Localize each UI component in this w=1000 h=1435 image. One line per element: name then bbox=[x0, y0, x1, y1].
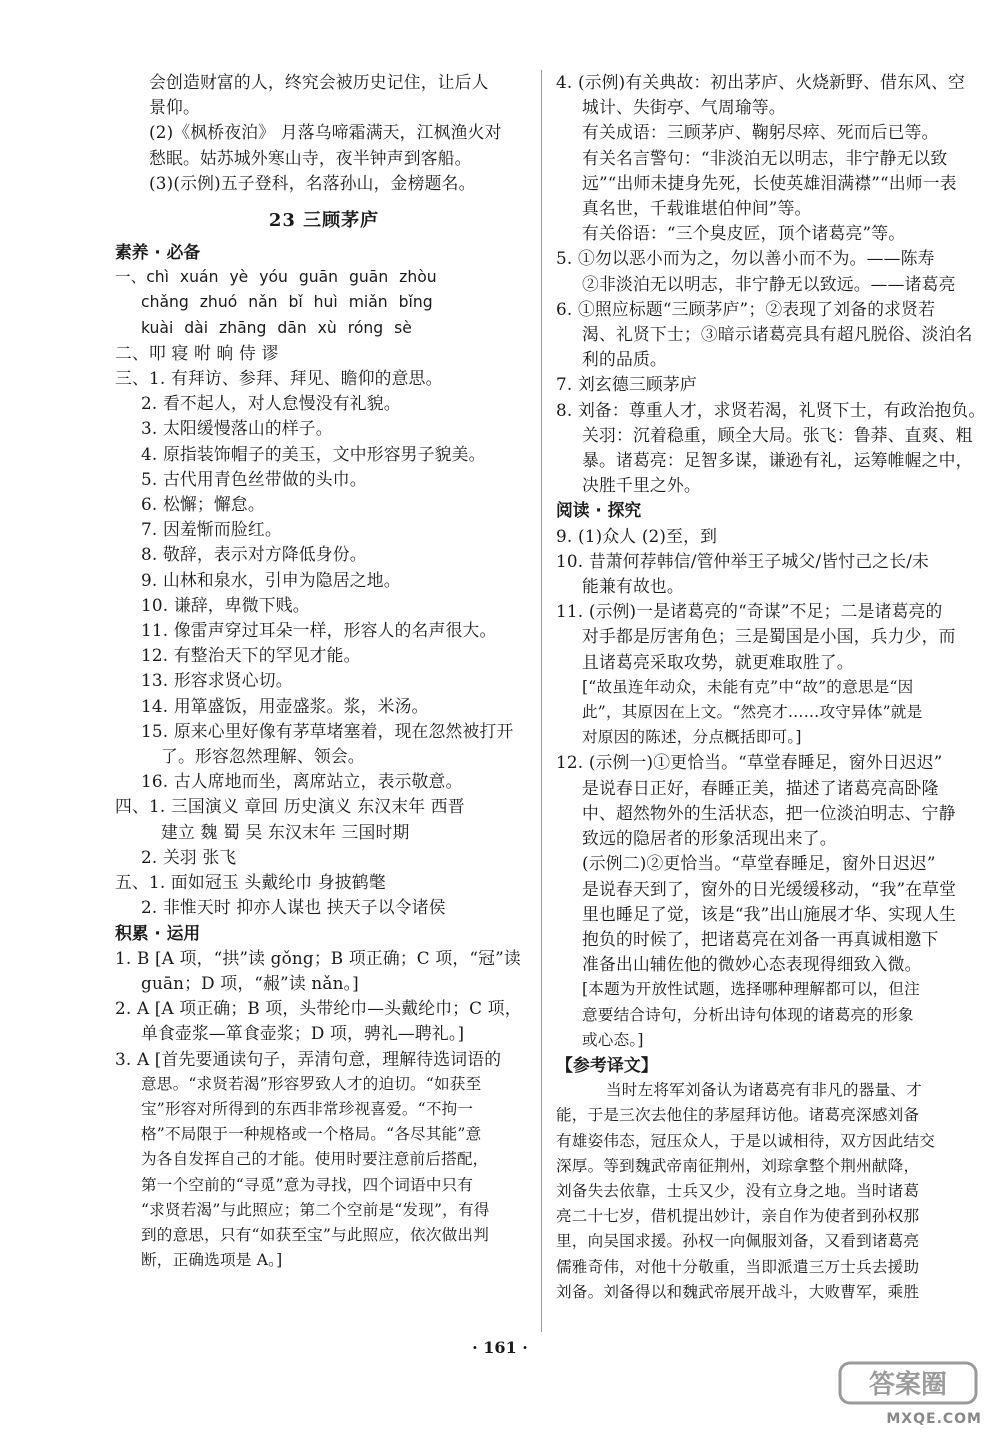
chapter-title: 23 三顾茅庐 bbox=[268, 210, 380, 232]
answer-line: 单食壶浆—箪食壶浆；D 项，骋礼—聘礼。] bbox=[141, 1023, 465, 1044]
section-heading-literacy: 素养 · 必备 bbox=[115, 242, 201, 263]
answer-line: 真名世，千载谁堪伯仲间”等。 bbox=[582, 198, 812, 219]
answer-line: 到的意思，只有“如获至宝”与此照应，依次做出判 bbox=[141, 1225, 490, 1244]
answer-line: 准备出山辅佐他的微妙心态表现得细致入微。 bbox=[582, 954, 922, 975]
translation-line: 深厚。等到魏武帝南征荆州，刘琮拿整个荆州献降， bbox=[556, 1156, 920, 1175]
watermark-logo-icon bbox=[838, 1359, 978, 1405]
section-heading-application: 积累 · 运用 bbox=[115, 922, 201, 943]
answer-line: 11. 像雷声穿过耳朵一样，形容人的名声很大。 bbox=[141, 620, 497, 641]
answer-line: 12. 有整治天下的罕见才能。 bbox=[141, 645, 361, 666]
answer-line: 为各自发挥自己的才能。使用时要注意前后搭配， bbox=[141, 1150, 489, 1169]
note-line: 此”，其原因在上文。“然亮才……攻守异体”就是 bbox=[582, 703, 923, 722]
answer-line: 9. 山林和泉水，引申为隐居之地。 bbox=[141, 569, 401, 590]
answer-line: 建立 魏 蜀 吴 东汉末年 三国时期 bbox=[161, 821, 410, 842]
answer-line: 3. 太阳缓慢落山的样子。 bbox=[141, 418, 333, 439]
answer-line: 1. B [A 项，“拱”读 gǒng；B 项正确；C 项，“冠”读 bbox=[115, 947, 521, 968]
answer-line: 2. 看不起人，对人怠慢没有礼貌。 bbox=[141, 393, 401, 414]
answer-line: 有关俗语：“三个臭皮匠，顶个诸葛亮”等。 bbox=[582, 223, 906, 244]
answer-line: 5. 古代用青色丝带做的头巾。 bbox=[141, 468, 367, 489]
translation-line: 刘备。刘备得以和魏武帝展开战斗，大败曹军，乘胜 bbox=[556, 1282, 920, 1301]
note-line: 或心态。] bbox=[582, 1030, 644, 1049]
note-line: 对原因的陈述，分点概括即可。] bbox=[582, 728, 802, 747]
section-heading-reading: 阅读 · 探究 bbox=[556, 500, 642, 521]
answer-line: 且诸葛亮采取攻势，就更难取胜了。 bbox=[582, 651, 854, 672]
answer-line: 渴、礼贤下士；③暗示诸葛亮具有超凡脱俗、淡泊名 bbox=[582, 324, 973, 345]
text-line: 景仰。 bbox=[149, 97, 200, 118]
translation-heading: 【参考译文】 bbox=[556, 1054, 658, 1075]
answer-line: 宝”形容对所得到的东西非常珍视喜爱。“不拘一 bbox=[141, 1099, 474, 1118]
answer-line: 13. 形容求贤心切。 bbox=[141, 670, 293, 691]
answer-line: 3. A [首先要通读句子，弄清句意，理解待选词语的 bbox=[115, 1048, 502, 1069]
answer-line: 断，正确选项是 A。] bbox=[141, 1251, 283, 1270]
answer-line: 9. (1)众人 (2)至，到 bbox=[556, 525, 718, 546]
right-column bbox=[556, 70, 986, 1305]
answer-line: 中、超然物外的生活状态，把一位淡泊明志、宁静 bbox=[582, 802, 956, 823]
answer-line: 利的品质。 bbox=[582, 349, 667, 370]
answer-line: guān；D 项，“赧”读 nǎn。] bbox=[141, 972, 359, 993]
translation-line: 能，于是三次去他住的茅屋拜访他。诸葛亮深感刘备 bbox=[556, 1106, 920, 1125]
answer-line: 远”“出师未捷身先死，长使英雄泪满襟”“出师一表 bbox=[582, 172, 957, 193]
answer-line: 第一个空前的“寻觅”意为寻找，四个词语中只有 bbox=[141, 1175, 474, 1194]
column-divider bbox=[541, 70, 542, 1332]
answer-line: 格”不局限于一种规格或一个格局。“各尽其能”意 bbox=[141, 1125, 482, 1144]
answer-line: 2. A [A 项正确；B 项，头带纶巾—头戴纶巾；C 项， bbox=[115, 998, 522, 1019]
answer-line: 5. ①勿以恶小而为之，勿以善小而不为。——陈寿 bbox=[556, 248, 935, 269]
answer-line: “求贤若渴”与此照应；第二个空前是“发现”，有得 bbox=[141, 1200, 490, 1219]
text-line: 会创造财富的人，终究会被历史记住，让后人 bbox=[149, 72, 489, 92]
answer-line: 6. ①照应标题“三顾茅庐”；②表现了刘备的求贤若 bbox=[556, 298, 936, 319]
answer-line: 四、1. 三国演义 章回 历史演义 东汉末年 西晋 bbox=[115, 796, 465, 817]
translation-line: 刘备失去依靠，士兵又少，没有立身之地。当时诸葛 bbox=[556, 1181, 920, 1200]
answer-line: 8. 敬辞，表示对方降低身份。 bbox=[141, 544, 367, 565]
answer-line: 了。形容忽然理解、领会。 bbox=[161, 746, 365, 767]
answer-line: 城计、失街亭、气周瑜等。 bbox=[582, 97, 786, 118]
translation-line: 里，向吴国求援。孙权一向佩服刘备，又看到诸葛亮 bbox=[556, 1232, 920, 1251]
answer-line: 4. 原指装饰帽子的美玉，文中形容男子貌美。 bbox=[141, 443, 486, 464]
answer-line: 10. 谦辞，卑微下贱。 bbox=[141, 594, 310, 615]
answer-line: 是说春天到了，窗外的日光缓缓移动，“我”在草堂 bbox=[582, 878, 957, 899]
answer-line: 有关名言警句：“非淡泊无以明志，非宁静无以致 bbox=[582, 147, 948, 168]
translation-line: 亮二十七岁，借机提出妙计，亲自作为使者到孙权那 bbox=[556, 1207, 920, 1226]
answer-line: 三、1. 有拜访、参拜、拜见、瞻仰的意思。 bbox=[115, 368, 443, 389]
translation-line: 儒雅奇伟，对他十分敬重，当即派遣三万士兵去援助 bbox=[556, 1257, 920, 1276]
left-column bbox=[115, 70, 533, 1273]
note-line: 意要结合诗句，分析出诗句体现的诸葛亮的形象 bbox=[582, 1005, 914, 1024]
answer-line: (示例二)②更恰当。“草堂春睡足，窗外日迟迟” bbox=[582, 853, 936, 874]
answer-line: 2. 非惟天时 抑亦人谋也 挟天子以令诸侯 bbox=[141, 897, 446, 918]
answer-line: 暴。诸葛亮：足智多谋，谦逊有礼，运筹帷幄之中， bbox=[582, 450, 973, 471]
answer-line: 对手都是厉害角色；三是蜀国是小国，兵力少，而 bbox=[582, 626, 956, 647]
answer-line: 7. 因羞惭而脸红。 bbox=[141, 519, 282, 540]
answer-line: 意思。“求贤若渴”形容罗致人才的迫切。“如获至 bbox=[141, 1074, 482, 1093]
answer-line: 关羽：沉着稳重，顾全大局。张飞：鲁莽、直爽、粗 bbox=[582, 424, 973, 445]
watermark-logo-text: 答案圈 bbox=[868, 1370, 948, 1400]
text-line: 愁眠。姑苏城外寒山寺，夜半钟声到客船。 bbox=[149, 147, 472, 168]
answer-line: 2. 关羽 张飞 bbox=[141, 846, 237, 867]
pinyin-line: chǎng zhuó nǎn bǐ huì miǎn bǐng bbox=[141, 293, 433, 312]
answer-line: 有关成语：三顾茅庐、鞠躬尽瘁、死而后已等。 bbox=[582, 122, 939, 143]
answer-line: 是说春日正好，春睡正美，描述了诸葛亮高卧隆 bbox=[582, 777, 939, 798]
answer-line: 10. 昔萧何荐韩信/管仲举王子城父/皆忖己之长/未 bbox=[556, 550, 930, 571]
answer-line: 4. (示例)有关典故：初出茅庐、火烧新野、借东风、空 bbox=[556, 72, 966, 92]
answer-line: 能兼有故也。 bbox=[582, 576, 684, 597]
watermark-url: MXQE.COM bbox=[886, 1411, 982, 1427]
pinyin-line: 一、chì xuán yè yóu guān guān zhòu bbox=[115, 268, 437, 287]
answer-line: 11. (示例)一是诸葛亮的“奇谋”不足；二是诸葛亮的 bbox=[556, 601, 943, 622]
answer-line: 8. 刘备：尊重人才，求贤若渴，礼贤下士，有政治抱负。 bbox=[556, 399, 986, 420]
answer-line: 14. 用箪盛饭，用壶盛浆。浆，米汤。 bbox=[141, 695, 429, 716]
answer-line: 12. (示例一)①更恰当。“草堂春睡足，窗外日迟迟” bbox=[556, 752, 943, 773]
answer-line: 五、1. 面如冠玉 头戴纶巾 身披鹤氅 bbox=[115, 872, 386, 893]
answer-line: 15. 原来心里好像有茅草堵塞着，现在忽然被打开 bbox=[141, 720, 514, 741]
answer-line: 7. 刘玄德三顾茅庐 bbox=[556, 374, 697, 395]
answer-line: 致远的隐居者的形象活现出来了。 bbox=[582, 828, 837, 849]
answer-line: ②非淡泊无以明志，非宁静无以致远。——诸葛亮 bbox=[582, 273, 956, 294]
pinyin-line: kuài dài zhāng dān xù róng sè bbox=[141, 318, 412, 337]
answer-line: 二、叩 寝 咐 晌 侍 谬 bbox=[115, 342, 279, 363]
translation-line: 当时左将军刘备认为诸葛亮有非凡的器量、才 bbox=[606, 1081, 922, 1100]
answer-line: 决胜千里之外。 bbox=[582, 475, 701, 496]
page-number: · 161 · bbox=[472, 1338, 528, 1357]
answer-line: 抱负的时候了，把诸葛亮在刘备一再真诚相邀下 bbox=[582, 928, 939, 949]
note-line: [“故虽连年动众，未能有克”中“故”的意思是“因 bbox=[582, 677, 914, 696]
note-line: [本题为开放性试题，选择哪种理解都可以，但注 bbox=[582, 980, 920, 999]
translation-line: 有雄姿伟态，冠压众人，于是以诚相待，双方因此结交 bbox=[556, 1131, 936, 1150]
text-line: (3)(示例)五子登科，名落孙山，金榜题名。 bbox=[149, 172, 476, 193]
answer-line: 6. 松懈；懈怠。 bbox=[141, 494, 265, 515]
answer-line: 16. 古人席地而坐，离席站立，表示敬意。 bbox=[141, 771, 463, 792]
text-line: (2)《枫桥夜泊》 月落乌啼霜满天，江枫渔火对 bbox=[149, 122, 502, 143]
answer-line: 里也睡足了觉，该是“我”出山施展才华、实现人生 bbox=[582, 903, 957, 924]
